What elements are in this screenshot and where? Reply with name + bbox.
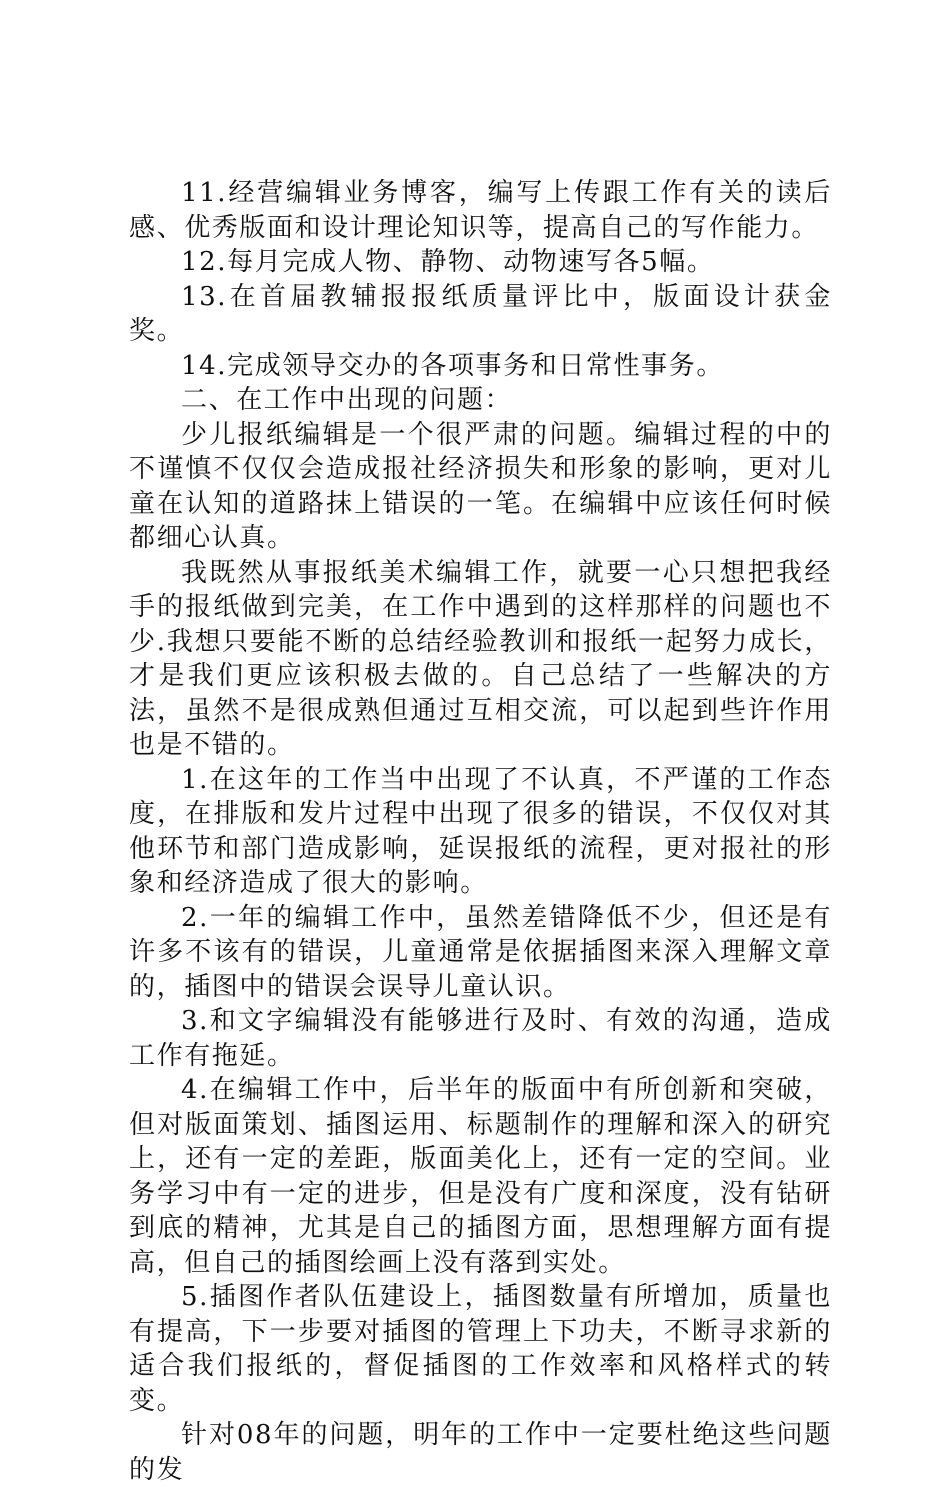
paragraph-reflection: 我既然从事报纸美术编辑工作，就要一心只想把我经手的报纸做到完美，在工作中遇到的这样那样的问题也不少.我想只要能不断的总结经验教训和报纸一起努力成长，才是我们更应该积极去做的。自己总结了一些解决的方法，虽然不是很成熟但通过互相交流，可以起到些许作用也是不错的。 (129, 557, 832, 760)
paragraph-item-14: 14.完成领导交办的各项事务和日常性事务。 (181, 350, 724, 381)
paragraph-item-13: 13.在首届教辅报报纸质量评比中，版面设计获金奖。 (129, 281, 832, 346)
document-body (129, 176, 832, 1487)
problem-item-3: 3.和文字编辑没有能够进行及时、有效的沟通，造成工作有拖延。 (129, 1006, 832, 1071)
problem-item-2: 2.一年的编辑工作中，虽然差错降低不少，但还是有许多不该有的错误，儿童通常是依据插图来深入理解文章的，插图中的错误会误导儿童认识。 (129, 902, 832, 1002)
paragraph-item-11: 11.经营编辑业务博客，编写上传跟工作有关的读后感、优秀版面和设计理论知识等，提高自己的写作能力。 (129, 178, 832, 243)
paragraph-intro: 少儿报纸编辑是一个很严肃的问题。编辑过程的中的不谨慎不仅仅会造成报社经济损失和形象的影响，更对儿童在认知的道路抹上错误的一笔。在编辑中应该任何时候都细心认真。 (129, 419, 832, 553)
section-heading-problems: 二、在工作中出现的问题： (181, 385, 513, 415)
problem-item-5: 5.插图作者队伍建设上，插图数量有所增加，质量也有提高，下一步要对插图的管理上下功夫，不断寻求新的适合我们报纸的，督促插图的工作效率和风格样式的转变。 (129, 1282, 832, 1416)
problem-item-4: 4.在编辑工作中，后半年的版面中有所创新和突破，但对版面策划、插图运用、标题制作的理解和深入的研究上，还有一定的差距，版面美化上，还有一定的空间。业务学习中有一定的进步，但是没有广度和深度，没有钻研到底的精神，尤其是自己的插图方面，思想理解方面有提高，但自己的插图绘画上没有落到实处。 (129, 1075, 832, 1278)
problem-item-1: 1.在这年的工作当中出现了不认真，不严谨的工作态度，在排版和发片过程中出现了很多的错误，不仅仅对其他环节和部门造成影响，延误报纸的流程，更对报社的形象和经济造成了很大的影响。 (129, 764, 832, 898)
paragraph-conclusion: 针对08年的问题，明年的工作中一定要杜绝这些问题的发 (129, 1420, 832, 1485)
paragraph-item-12: 12.每月完成人物、静物、动物速写各5幅。 (181, 247, 715, 277)
